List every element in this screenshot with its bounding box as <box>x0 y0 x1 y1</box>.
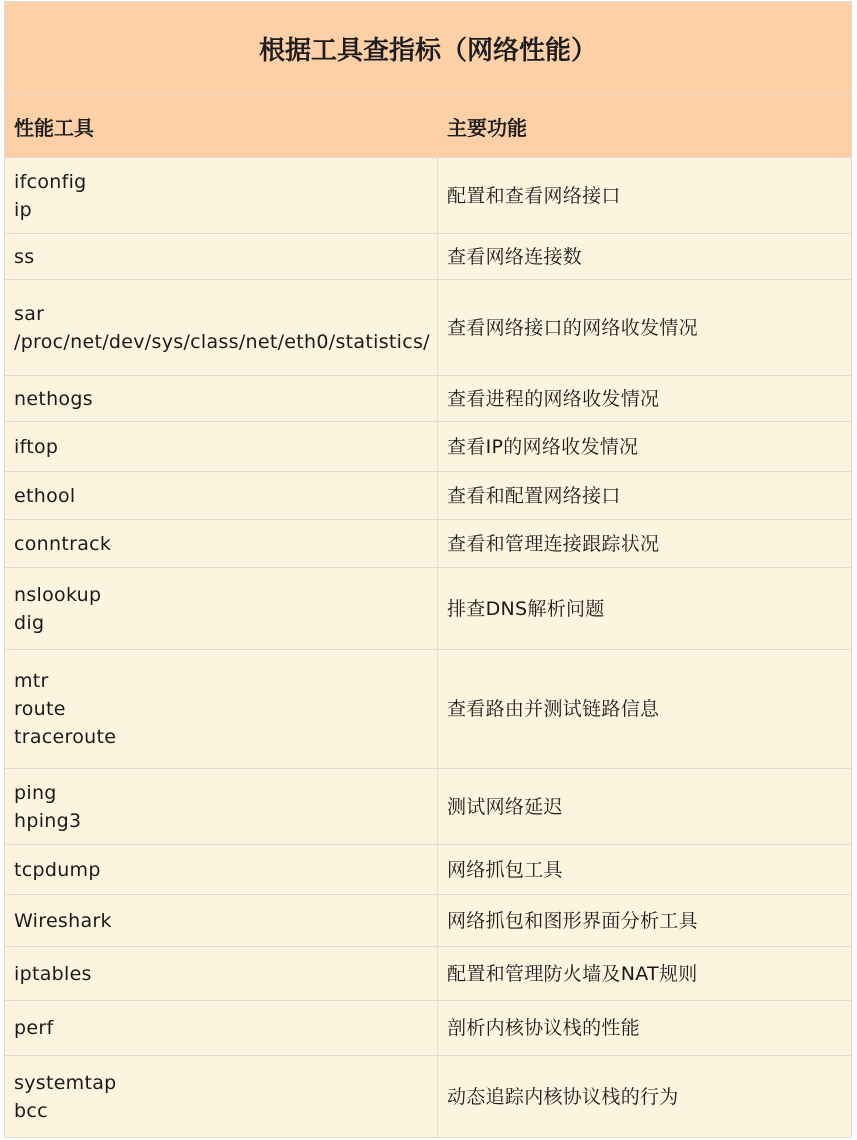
table-row <box>5 895 852 947</box>
tools-cell <box>5 376 438 422</box>
header-tools: 性能工具 <box>5 95 438 158</box>
tools-cell <box>5 422 438 472</box>
tool-name: iftop <box>14 435 59 458</box>
tools-cell <box>5 280 438 376</box>
table-row <box>5 769 852 845</box>
function-cell: 查看路由并测试链路信息 <box>438 650 852 769</box>
tools-cell <box>5 1056 438 1138</box>
tools-cell <box>5 1001 438 1056</box>
function-cell: 剖析内核协议栈的性能 <box>438 1001 852 1056</box>
table-row <box>5 650 852 769</box>
tool-name: conntrack <box>14 532 112 555</box>
tools-cell <box>5 520 438 568</box>
function-cell: 查看和配置网络接口 <box>438 472 852 520</box>
function-cell: 排查DNS解析问题 <box>438 568 852 650</box>
function-cell: 查看进程的网络收发情况 <box>438 376 852 422</box>
table-row <box>5 1001 852 1056</box>
table-row <box>5 280 852 376</box>
tools-cell <box>5 947 438 1001</box>
tool-name: ss <box>14 245 35 268</box>
tool-name: ip <box>14 198 32 221</box>
network-tools-table <box>4 1 852 1138</box>
tool-name: route <box>14 698 66 720</box>
header-row <box>5 95 852 158</box>
tool-name: nslookup <box>14 583 102 606</box>
function-cell: 查看和管理连接跟踪状况 <box>438 520 852 568</box>
table-row <box>5 158 852 234</box>
tool-name: ping <box>14 781 57 804</box>
table-row <box>5 520 852 568</box>
tool-name: Wireshark <box>14 909 112 932</box>
table-row <box>5 234 852 280</box>
tools-cell <box>5 845 438 895</box>
tool-name: systemtap <box>14 1071 117 1094</box>
tools-cell <box>5 895 438 947</box>
function-cell: 配置和查看网络接口 <box>438 158 852 234</box>
title-row <box>5 2 852 95</box>
tool-name: mtr <box>14 670 49 692</box>
table-body <box>5 158 852 1138</box>
table-row <box>5 947 852 1001</box>
tool-name: nethogs <box>14 387 93 410</box>
tools-cell <box>5 769 438 845</box>
table-title: 根据工具查指标（网络性能） <box>5 2 852 95</box>
tool-name: sar <box>14 302 45 325</box>
tool-name: ifconfig <box>14 170 87 193</box>
tool-name: iptables <box>14 962 92 985</box>
function-cell: 测试网络延迟 <box>438 769 852 845</box>
table-row <box>5 422 852 472</box>
tool-name: hping3 <box>14 809 82 832</box>
table-row <box>5 1056 852 1138</box>
tool-name: /proc/net/dev/sys/class/net/eth0/statistics/ <box>14 330 430 353</box>
tool-name: dig <box>14 611 45 634</box>
tools-cell <box>5 234 438 280</box>
tool-name: perf <box>14 1017 54 1039</box>
tool-name: tcpdump <box>14 858 101 881</box>
function-cell: 动态追踪内核协议栈的行为 <box>438 1056 852 1138</box>
table-row <box>5 845 852 895</box>
network-tools-table-container <box>4 1 851 1138</box>
table-row <box>5 472 852 520</box>
tools-cell <box>5 568 438 650</box>
function-cell: 查看网络连接数 <box>438 234 852 280</box>
tool-name: bcc <box>14 1099 48 1122</box>
header-function: 主要功能 <box>438 95 852 158</box>
table-row <box>5 568 852 650</box>
table-row <box>5 376 852 422</box>
tools-cell <box>5 650 438 769</box>
function-cell: 查看IP的网络收发情况 <box>438 422 852 472</box>
function-cell: 配置和管理防火墙及NAT规则 <box>438 947 852 1001</box>
function-cell: 网络抓包工具 <box>438 845 852 895</box>
function-cell: 网络抓包和图形界面分析工具 <box>438 895 852 947</box>
tools-cell <box>5 472 438 520</box>
tool-name: ethool <box>14 484 76 507</box>
function-cell: 查看网络接口的网络收发情况 <box>438 280 852 376</box>
tool-name: traceroute <box>14 726 117 748</box>
tools-cell <box>5 158 438 234</box>
